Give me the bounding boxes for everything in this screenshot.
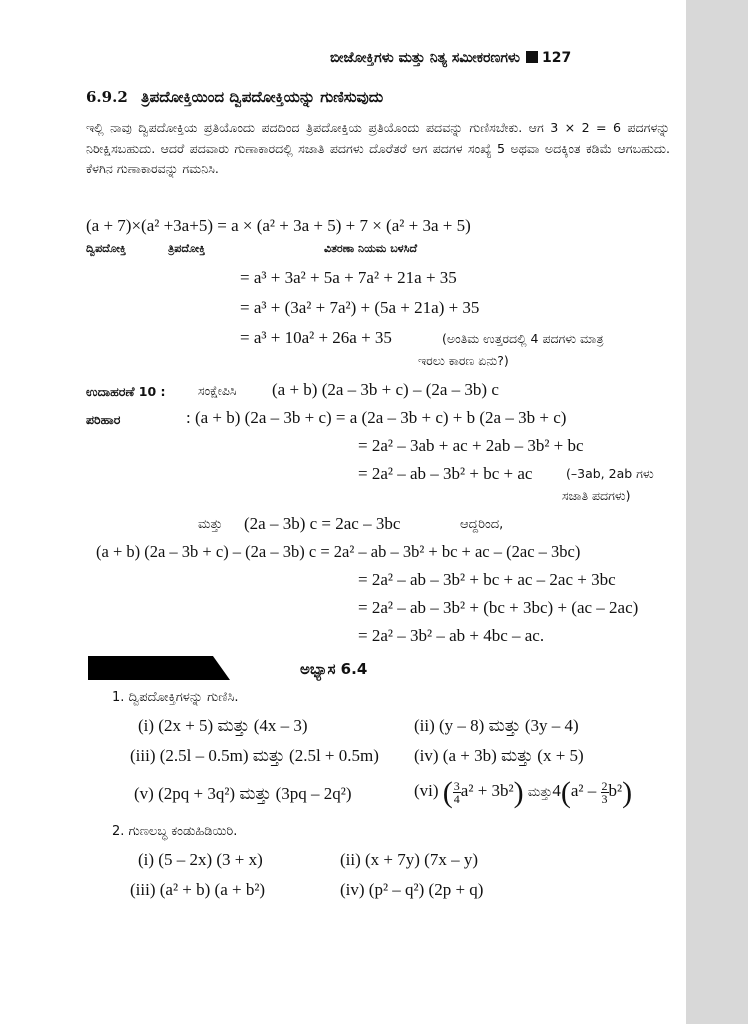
demo-step-2: = a³ + (3a² + 7a²) + (5a + 21a) + 35 xyxy=(240,298,480,317)
header-title: ಬೀಜೋಕ್ತಿಗಳು ಮತ್ತು ನಿತ್ಯ ಸಮೀಕರಣಗಳು xyxy=(330,50,520,66)
q2-item-iv: (iv) (p² – q²) (2p + q) xyxy=(340,880,484,899)
intro-paragraph: ಇಲ್ಲಿ ನಾವು ದ್ವಿಪದೋಕ್ತಿಯ ಪ್ರತಿಯೊಂದು ಪದದಿಂದ ತ್ರಿಪದೋಕ್ತಿಯ ಪ್ರತಿಯೊಂದು ಪದವನ್ನು ಗುಣಿಸಬೇಕು. ಆಗ 3 × 2 = 6 ಪದಗಳನ್ನು ನಿರೀಕ್ಷಿಸಬಹುದು. ಆದರೆ ಪದವಾರು ಗುಣಾಕಾರದಲ್ಲಿ ಸಜಾತಿ ಪದಗಳು ದೊರೆತರೆ ಆಗ ಪದಗಳ ಸಂಖ್ಯೆ 5 ಅಥವಾ ಅದಕ್ಕಿಂತ ಕಡಿಮೆ ಆಗಬಹುದು. ಕೆಳಗಿನ ಗುಣಾಕಾರವನ್ನು ಗಮನಿಸಿ. xyxy=(86,120,670,176)
solution-step-1: : (a + b) (2a – 3b + c) = a (2a – 3b + c) + b (2a – 3b + c) xyxy=(186,408,567,427)
therefore-word: ಆದ್ದರಿಂದ, xyxy=(460,517,504,532)
fraction-two-thirds: $\frac{2}{3}$ xyxy=(601,778,608,806)
q2-item-i: (i) (5 – 2x) (3 + x) xyxy=(138,850,263,869)
and-word: ಮತ್ತು xyxy=(198,517,223,532)
solution-step-7: = 2a² – ab – 3b² + (bc + 3bc) + (ac – 2ac) xyxy=(358,598,639,617)
exercise-banner xyxy=(88,656,230,680)
solution-note-2: ಸಜಾತಿ ಪದಗಳು) xyxy=(562,488,631,503)
label-binomial: ದ್ವಿಪದೋಕ್ತಿ xyxy=(86,242,126,255)
solution-step-2: = 2a² – 3ab + ac + 2ab – 3b² + bc xyxy=(358,436,584,455)
running-header xyxy=(330,50,571,66)
example-task: ಸಂಕ್ಷೇಪಿಸಿ xyxy=(198,383,237,398)
solution-note-1: (–3ab, 2ab ಗಳು xyxy=(566,466,654,481)
demo-step-3: = a³ + 10a² + 26a + 35 xyxy=(240,328,392,347)
demo-step-1: = a³ + 3a² + 5a + 7a² + 21a + 35 xyxy=(240,268,457,287)
square-icon xyxy=(526,51,538,63)
section-title: ತ್ರಿಪದೋಕ್ತಿಯಿಂದ ದ್ವಿಪದೋಕ್ತಿಯನ್ನು ಗುಣಿಸುವುದು xyxy=(141,88,384,106)
demo-note-1: (ಅಂತಿಮ ಉತ್ತರದಲ್ಲಿ 4 ಪದಗಳು ಮಾತ್ರ xyxy=(442,331,604,346)
q2-item-iii: (iii) (a² + b) (a + b²) xyxy=(130,880,266,899)
q1-item-ii: (ii) (y – 8) ಮತ್ತು (3y – 4) xyxy=(414,716,579,735)
example-expression: (a + b) (2a – 3b + c) – (2a – 3b) c xyxy=(272,380,499,399)
q2-item-ii: (ii) (x + 7y) (7x – y) xyxy=(340,850,479,869)
demo-equation: (a + 7)×(a² +3a+5) = a × (a² + 3a + 5) + 7 × (a² + 3a + 5) xyxy=(86,216,471,235)
example-label: ಉದಾಹರಣೆ 10 : xyxy=(86,384,166,399)
q1-item-iii: (iii) (2.5l – 0.5m) ಮತ್ತು (2.5l + 0.5m) xyxy=(130,746,379,765)
fraction-three-quarters: $\frac{3}{4}$ xyxy=(453,778,460,806)
solution-step-6: = 2a² – ab – 3b² + bc + ac – 2ac + 3bc xyxy=(358,570,616,589)
question-1: 1. ದ್ವಿಪದೋಕ್ತಿಗಳನ್ನು ಗುಣಿಸಿ. xyxy=(112,690,239,705)
page-number: 127 xyxy=(542,50,572,66)
label-trinomial: ತ್ರಿಪದೋಕ್ತಿ xyxy=(168,242,206,255)
label-distributive: ವಿತರಣಾ ನಿಯಮ ಬಳಸಿದೆ xyxy=(324,242,418,255)
exercise-title: ಅಭ್ಯಾಸ 6.4 xyxy=(300,660,368,678)
section-heading xyxy=(86,88,383,106)
question-2: 2. ಗುಣಲಬ್ಧ ಕಂಡುಹಿಡಿಯಿರಿ. xyxy=(112,824,238,839)
q1-item-iv: (iv) (a + 3b) ಮತ್ತು (x + 5) xyxy=(414,746,584,765)
q1-item-i: (i) (2x + 5) ಮತ್ತು (4x – 3) xyxy=(138,716,308,735)
solution-label: ಪರಿಹಾರ xyxy=(86,412,121,427)
solution-step-4: (2a – 3b) c = 2ac – 3bc xyxy=(244,514,401,533)
solution-step-8: = 2a² – 3b² – ab + 4bc – ac. xyxy=(358,626,545,645)
demo-note-2: ಇರಲು ಕಾರಣ ಏನು?) xyxy=(418,353,509,368)
q1-item-v: (v) (2pq + 3q²) ಮತ್ತು (3pq – 2q²) xyxy=(134,784,352,803)
page-margin xyxy=(686,0,748,1024)
solution-step-5: (a + b) (2a – 3b + c) – (2a – 3b) c = 2a² – ab – 3b² + bc + ac – (2ac – 3bc) xyxy=(96,542,581,561)
solution-step-3: = 2a² – ab – 3b² + bc + ac xyxy=(358,464,533,483)
section-number: 6.9.2 xyxy=(86,88,128,106)
q1-item-vi: (vi) ( $\frac{3}{4}$ a² + 3b²) ಮತ್ತು4(a² – $\frac{2}{3}$ b²) xyxy=(414,776,633,809)
